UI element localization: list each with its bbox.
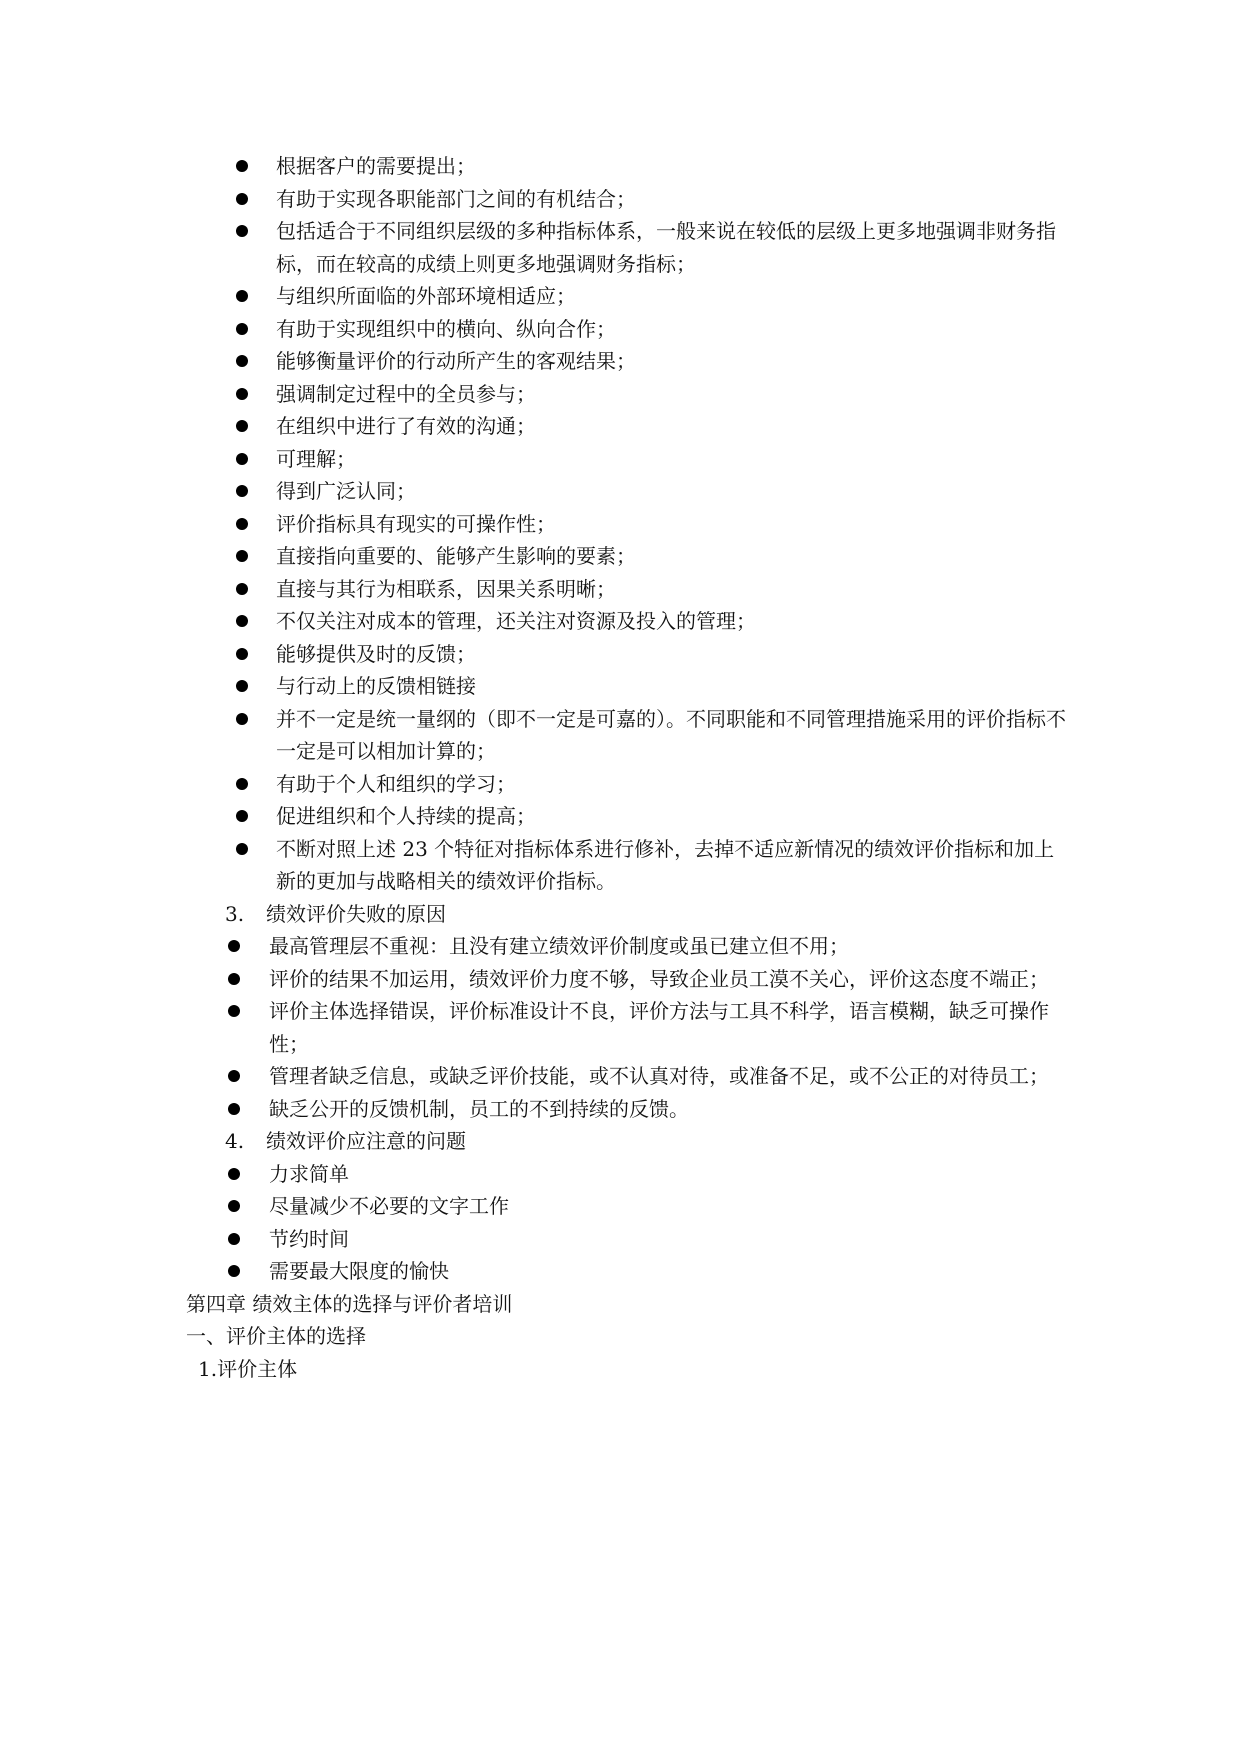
list-item-text: 有助于实现各职能部门之间的有机结合； <box>276 186 636 211</box>
bullet-icon <box>236 583 248 595</box>
list-item-text: 需要最大限度的愉快 <box>269 1259 449 1283</box>
subsection-title: 1.评价主体 <box>198 1356 298 1381</box>
bullet-icon <box>236 453 248 465</box>
bullet-icon <box>236 388 248 400</box>
list-item <box>186 1060 1066 1093</box>
list-item-text: 能够衡量评价的行动所产生的客观结果； <box>276 349 636 373</box>
bullet-icon <box>236 193 248 205</box>
list-item <box>186 800 1066 833</box>
bullet-icon <box>228 940 240 952</box>
bullet-icon <box>236 550 248 562</box>
bullet-icon <box>228 1005 240 1017</box>
list-item <box>186 150 1066 183</box>
list-item-text: 与组织所面临的外部环境相适应； <box>276 284 576 308</box>
bullet-icon <box>236 713 248 725</box>
bullet-icon <box>236 615 248 627</box>
list-item-text: 不仅关注对成本的管理，还关注对资源及投入的管理； <box>276 609 756 633</box>
list-item-text: 强调制定过程中的全员参与； <box>276 381 536 406</box>
section-title: 一、评价主体的选择 <box>186 1324 366 1348</box>
bullet-icon <box>236 485 248 497</box>
list-item <box>186 1190 1066 1223</box>
list-item-text: 与行动上的反馈相链接 <box>276 674 476 698</box>
list-item <box>186 605 1066 638</box>
list-item <box>186 475 1066 508</box>
bullet-icon <box>236 648 248 660</box>
list-item-text: 力求简单 <box>269 1161 349 1186</box>
list-item <box>186 1158 1066 1191</box>
characteristics-list <box>186 150 1066 898</box>
bullet-icon <box>236 843 248 855</box>
bullet-icon <box>228 1200 240 1212</box>
list-item <box>186 1093 1066 1126</box>
heading-notes <box>186 1125 1066 1158</box>
heading-number: 3. <box>225 901 245 926</box>
bullet-icon <box>236 810 248 822</box>
list-item-text: 并不一定是统一量纲的（即不一定是可嘉的）。不同职能和不同管理措施采用的评价指标不一定是可以相加计算的； <box>276 706 1066 763</box>
bullet-icon <box>236 225 248 237</box>
heading-text: 绩效评价失败的原因 <box>266 901 446 926</box>
list-item-text: 评价主体选择错误，评价标准设计不良，评价方法与工具不科学，语言模糊，缺乏可操作性； <box>269 999 1049 1056</box>
list-item <box>186 703 1066 768</box>
list-item-text: 直接指向重要的、能够产生影响的要素； <box>276 544 636 568</box>
list-item-text: 管理者缺乏信息，或缺乏评价技能，或不认真对待，或准备不足，或不公正的对待员工； <box>269 1064 1049 1088</box>
bullet-icon <box>228 1233 240 1245</box>
notes-list <box>186 1158 1066 1288</box>
list-item <box>186 995 1066 1060</box>
bullet-icon <box>236 160 248 172</box>
list-item-text: 促进组织和个人持续的提高； <box>276 804 536 828</box>
list-item <box>186 540 1066 573</box>
list-item-text: 直接与其行为相联系，因果关系明晰； <box>276 576 616 601</box>
bullet-icon <box>236 518 248 530</box>
list-item <box>186 410 1066 443</box>
list-item-text: 缺乏公开的反馈机制，员工的不到持续的反馈。 <box>269 1096 689 1121</box>
list-item <box>186 1223 1066 1256</box>
document-body <box>186 150 1066 1385</box>
list-item-text: 不断对照上述 23 个特征对指标体系进行修补，去掉不适应新情况的绩效评价指标和加上新的更加与战略相关的绩效评价指标。 <box>276 836 1055 893</box>
list-item-text: 根据客户的需要提出； <box>276 154 476 178</box>
bullet-icon <box>228 1070 240 1082</box>
bullet-icon <box>236 290 248 302</box>
list-item-text: 能够提供及时的反馈； <box>276 641 476 666</box>
list-item <box>186 963 1066 996</box>
bullet-icon <box>228 1103 240 1115</box>
list-item-text: 最高管理层不重视：且没有建立绩效评价制度或虽已建立但不用； <box>269 934 849 958</box>
list-item <box>186 638 1066 671</box>
list-item-text: 得到广泛认同； <box>276 479 416 503</box>
list-item <box>186 768 1066 801</box>
bullet-icon <box>228 1265 240 1277</box>
chapter-title: 第四章 绩效主体的选择与评价者培训 <box>186 1291 513 1316</box>
list-item <box>186 345 1066 378</box>
list-item <box>186 183 1066 216</box>
list-item <box>186 670 1066 703</box>
list-item-text: 有助于个人和组织的学习； <box>276 771 516 796</box>
bullet-icon <box>228 973 240 985</box>
bullet-icon <box>228 1168 240 1180</box>
list-item <box>186 833 1066 898</box>
bullet-icon <box>236 778 248 790</box>
bullet-icon <box>236 420 248 432</box>
list-item <box>186 313 1066 346</box>
heading-failure-reasons <box>186 898 1066 931</box>
list-item-text: 评价的结果不加运用，绩效评价力度不够，导致企业员工漠不关心，评价这态度不端正； <box>269 966 1049 991</box>
heading-number: 4. <box>225 1129 245 1153</box>
list-item <box>186 443 1066 476</box>
list-item-text: 包括适合于不同组织层级的多种指标体系，一般来说在较低的层级上更多地强调非财务指标，而在较高的成绩上则更多地强调财务指标； <box>276 219 1056 276</box>
list-item-text: 可理解； <box>276 446 356 471</box>
list-item-text: 有助于实现组织中的横向、纵向合作； <box>276 316 616 341</box>
list-item-text: 节约时间 <box>269 1226 349 1251</box>
list-item <box>186 930 1066 963</box>
bullet-icon <box>236 680 248 692</box>
list-item <box>186 378 1066 411</box>
list-item <box>186 573 1066 606</box>
list-item-text: 在组织中进行了有效的沟通； <box>276 414 536 438</box>
list-item <box>186 215 1066 280</box>
list-item-text: 评价指标具有现实的可操作性； <box>276 511 556 536</box>
list-item <box>186 1255 1066 1288</box>
list-item <box>186 280 1066 313</box>
list-item <box>186 508 1066 541</box>
bullet-icon <box>236 323 248 335</box>
list-item-text: 尽量减少不必要的文字工作 <box>269 1194 509 1218</box>
heading-text: 绩效评价应注意的问题 <box>266 1129 466 1153</box>
bullet-icon <box>236 355 248 367</box>
failure-reasons-list <box>186 930 1066 1125</box>
